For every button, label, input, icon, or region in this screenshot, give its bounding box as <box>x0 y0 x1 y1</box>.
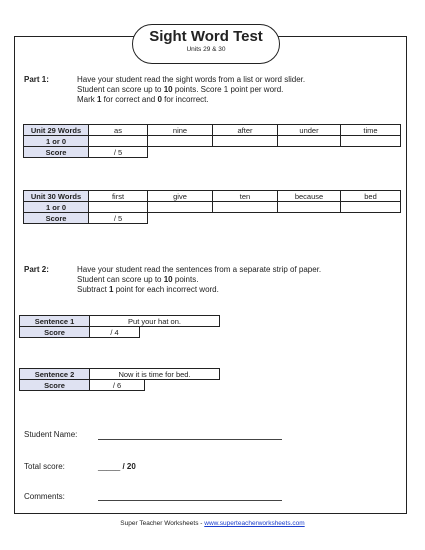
unit30-table <box>23 190 401 224</box>
unit29-header: Unit 29 Words <box>24 125 89 136</box>
unit29-table <box>23 124 401 158</box>
score-cell[interactable]: / 5 <box>89 147 148 158</box>
sentence1-table <box>19 315 220 338</box>
mark-label: 1 or 0 <box>24 202 89 213</box>
student-name-label: Student Name: <box>24 430 78 439</box>
table-row <box>24 147 401 158</box>
score-cell[interactable]: / 5 <box>89 213 148 224</box>
table-row <box>20 369 220 380</box>
mark-cell[interactable] <box>148 136 213 147</box>
score-label: Score <box>20 327 90 338</box>
sentence2-text: Now it is time for bed. <box>90 369 220 380</box>
score-label: Score <box>20 380 90 391</box>
footer <box>0 520 425 527</box>
page-title: Sight Word Test <box>149 28 263 45</box>
sentence1-label: Sentence 1 <box>20 316 90 327</box>
table-row <box>24 191 401 202</box>
part2-line3: Subtract 1 point for each incorrect word. <box>77 285 219 294</box>
footer-link[interactable]: www.superteacherworksheets.com <box>204 520 305 527</box>
mark-cell[interactable] <box>89 202 148 213</box>
page-subtitle: Units 29 & 30 <box>186 46 226 53</box>
word-cell: because <box>278 191 341 202</box>
unit30-header: Unit 30 Words <box>24 191 89 202</box>
table-row <box>24 213 401 224</box>
student-name-field[interactable] <box>98 439 282 440</box>
word-cell: under <box>278 125 341 136</box>
score-cell[interactable]: / 6 <box>90 380 145 391</box>
table-row <box>20 327 220 338</box>
part2-line1: Have your student read the sentences from a separate strip of paper. <box>77 265 322 274</box>
mark-cell[interactable] <box>278 136 341 147</box>
word-cell: nine <box>148 125 213 136</box>
sentence1-text: Put your hat on. <box>90 316 220 327</box>
word-cell: ten <box>213 191 278 202</box>
part1-line1: Have your student read the sight words from a list or word slider. <box>77 75 306 84</box>
total-score-field[interactable]: _____ / 20 <box>98 462 136 471</box>
comments-field[interactable] <box>98 500 282 501</box>
sentence2-label: Sentence 2 <box>20 369 90 380</box>
part1-line2: Student can score up to 10 points. Score 1 point per word. <box>77 85 284 94</box>
title-badge <box>132 24 280 64</box>
table-row <box>24 136 401 147</box>
table-row <box>20 380 220 391</box>
part2-instructions <box>77 265 321 295</box>
word-cell: give <box>148 191 213 202</box>
word-cell: as <box>89 125 148 136</box>
mark-cell[interactable] <box>341 136 401 147</box>
mark-cell[interactable] <box>213 136 278 147</box>
mark-cell[interactable] <box>89 136 148 147</box>
mark-cell[interactable] <box>278 202 341 213</box>
score-label: Score <box>24 147 89 158</box>
part2-label: Part 2: <box>24 265 49 274</box>
footer-text: Super Teacher Worksheets - <box>120 520 205 527</box>
word-cell: after <box>213 125 278 136</box>
part1-label: Part 1: <box>24 75 49 84</box>
mark-cell[interactable] <box>341 202 401 213</box>
table-row <box>20 316 220 327</box>
word-cell: bed <box>341 191 401 202</box>
mark-label: 1 or 0 <box>24 136 89 147</box>
table-row <box>24 125 401 136</box>
word-cell: time <box>341 125 401 136</box>
mark-cell[interactable] <box>213 202 278 213</box>
part1-instructions <box>77 75 305 105</box>
table-row <box>24 202 401 213</box>
mark-cell[interactable] <box>148 202 213 213</box>
part1-line3: Mark 1 for correct and 0 for incorrect. <box>77 95 209 104</box>
sentence2-table <box>19 368 220 391</box>
score-cell[interactable]: / 4 <box>90 327 140 338</box>
total-score-label: Total score: <box>24 462 65 471</box>
word-cell: first <box>89 191 148 202</box>
score-label: Score <box>24 213 89 224</box>
comments-label: Comments: <box>24 492 65 501</box>
part2-line2: Student can score up to 10 points. <box>77 275 199 284</box>
